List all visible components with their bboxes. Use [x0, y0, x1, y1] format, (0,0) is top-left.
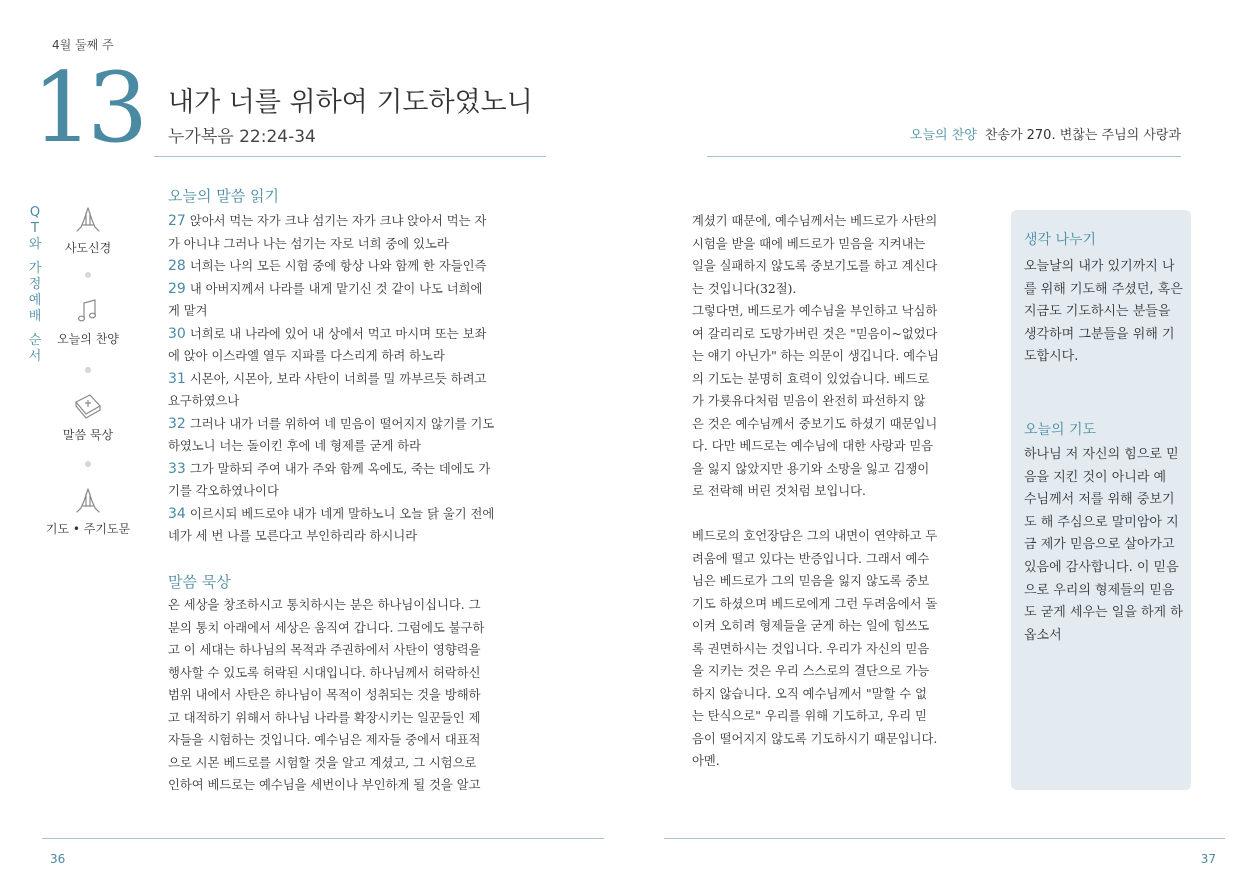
verse-number: 32 [168, 415, 186, 432]
text-line: 수님께서 저를 위해 중보기 [1024, 492, 1175, 508]
verse-line [168, 278, 548, 301]
text-line: 을 잃지 않았지만 용기와 소망을 잃고 김쟁이 [692, 461, 930, 476]
verse-line: 하였노니 너는 돌이킨 후에 네 형제를 굳게 하라 [168, 439, 422, 453]
header-divider-left [154, 156, 546, 157]
verse-text: 너희는 나의 모든 시험 중에 항상 나와 함께 한 자들인즉 [189, 259, 487, 273]
step-word-meditation [38, 392, 138, 443]
step-todays-hymn [38, 298, 138, 347]
text-line: 을 지키는 것은 우리 스스로의 결단으로 가능 [692, 664, 930, 678]
text-line: 님은 베드로가 그의 믿음을 잃지 않도록 중보 [692, 574, 930, 588]
step-separator-dot [85, 461, 91, 467]
text-line: 려움에 떨고 있다는 반증입니다. 그래서 예수 [692, 551, 930, 566]
meditation-continued-paragraph-2 [692, 525, 992, 773]
text-line: 인하여 베드로는 예수님을 세번이나 부인하게 될 것을 알고 [168, 778, 481, 792]
text-line: 도합시다. [1024, 349, 1079, 365]
verse-line: 가 아니냐 그러나 나는 섬기는 자로 너희 중에 있노라 [168, 236, 449, 251]
text-line: 기도 하셨으며 베드로에게 그런 두려움에서 돌 [692, 596, 938, 611]
verse-number: 29 [168, 280, 186, 297]
step-label: 기도 • 주기도문 [45, 522, 131, 536]
verse-line: 에 앉아 이스라엘 열두 지파를 다스리게 하려 하노라 [168, 349, 445, 363]
prayer-text [1024, 444, 1184, 647]
reflection-sidebar-box [1011, 210, 1191, 790]
verse-line: 게 맡겨 [168, 304, 208, 318]
text-line: 하나님 저 자신의 힘으로 믿 [1024, 447, 1179, 462]
verse-text: 앉아서 먹는 자가 크냐 섬기는 자가 크냐 앉아서 먹는 자 [189, 214, 487, 228]
text-line: 있음에 감사합니다. 이 믿음 [1024, 559, 1179, 575]
meditation-continued [692, 210, 992, 503]
step-separator-dot [85, 272, 91, 278]
verse-line [168, 503, 548, 526]
text-line: 온 세상을 창조하시고 통치하시는 분은 하나님이십니다. 그 [168, 598, 481, 612]
qt-order-char: 정 [28, 277, 42, 292]
text-line: 여 갈리리로 도망가버린 것은 "믿음이~없었다 [692, 326, 938, 341]
text-line: 행사할 수 있도록 허락된 시대입니다. 하나님께서 허락하신 [168, 665, 481, 680]
scripture-reference: 누가복음 22:24-34 [168, 127, 316, 147]
verse-text: 내 아버지께서 나라를 내게 맡기신 것 같이 나도 너희에 [189, 281, 483, 296]
verse-line [168, 210, 548, 233]
verse-line: 요구하였으나 [168, 394, 240, 408]
text-line: 도 굳게 세우는 일을 하게 하 [1024, 605, 1183, 621]
text-line: 로 전락해 버린 것처럼 보입니다. [692, 484, 866, 498]
text-line: 시험을 받을 때에 베드로가 믿음을 지켜내는 [692, 236, 926, 251]
text-line: 가 가룟유다처럼 믿음이 완전히 파선하지 않 [692, 394, 926, 408]
text-line: 그렇다면, 베드로가 예수님을 부인하고 낙심하 [692, 304, 938, 318]
hymn-label: 오늘의 찬양 [909, 128, 977, 143]
reading-heading: 오늘의 말씀 읽기 [168, 187, 279, 205]
verse-text: 시몬아, 시몬아, 보라 사탄이 너희를 밀 까부르듯 하려고 [189, 371, 487, 386]
text-line: 이켜 오히려 형제들을 굳게 하는 일에 힘쓰도 [692, 619, 930, 633]
text-line: 의 기도는 분명히 효력이 있었습니다. 베드로 [692, 371, 930, 386]
page-title: 내가 너를 위하여 기도하였노니 [168, 87, 533, 118]
text-line: 생각하며 그분들을 위해 기 [1024, 326, 1175, 342]
text-line: 다. 다만 베드로는 예수님에 대한 사랑과 믿음 [692, 439, 934, 453]
verse-line [168, 458, 548, 481]
verse-number: 27 [168, 213, 186, 229]
text-line: 으로 시몬 베드로를 시험할 것을 알고 계셨고, 그 시험으로 [168, 755, 477, 770]
hymn-title: 찬송가 270. 변찮는 주님의 사랑과 [984, 128, 1181, 143]
text-line: 아멘. [692, 754, 720, 768]
text-line: 고 이 세대는 하나님의 목적과 주권하에서 사탄이 영향력을 [168, 643, 481, 657]
verse-line [168, 413, 548, 436]
step-label: 말씀 묵상 [62, 428, 114, 442]
text-line: 는 얘기 아닌가" 하는 의문이 생깁니다. 예수님 [692, 349, 939, 363]
text-line: 으로 우리의 형제들의 믿음 [1024, 582, 1175, 598]
sharing-heading: 생각 나누기 [1024, 232, 1097, 248]
verse-number: 34 [168, 505, 186, 522]
header-divider-right [707, 156, 1181, 157]
praying-hands-icon [73, 486, 103, 514]
verse-line: 네가 세 번 나를 모른다고 부인하리라 하시니라 [168, 529, 418, 543]
page-number-left: 36 [50, 852, 66, 866]
text-line: 음을 지킨 것이 아니라 예 [1024, 469, 1167, 485]
prayer-heading: 오늘의 기도 [1024, 422, 1097, 438]
verse-line [168, 368, 548, 391]
todays-hymn [910, 124, 1181, 143]
text-line: 도 해 주심으로 말미암아 지 [1024, 514, 1179, 530]
qt-order-char: 서 [28, 349, 42, 364]
bible-book-icon [72, 392, 104, 420]
text-line: 를 위해 기도해 주셨던, 혹은 [1024, 281, 1183, 297]
step-label: 사도신경 [64, 241, 112, 255]
qt-order-char: T [31, 221, 39, 236]
text-line: 는 것입니다(32절). [692, 281, 797, 296]
scripture-verses [168, 210, 548, 548]
verse-text: 이르시되 베드로야 내가 네게 말하노니 오늘 닭 울기 전에 [189, 506, 495, 521]
qt-order-char: 예 [28, 293, 42, 308]
text-line: 자들을 시험하는 것입니다. 예수님은 제자들 중에서 대표적 [168, 733, 481, 747]
verse-number: 33 [168, 460, 186, 477]
footer-divider-left [42, 838, 604, 839]
text-line: 금 제가 믿음으로 살아가고 [1024, 537, 1175, 553]
verse-number: 28 [168, 258, 186, 274]
text-line: 오늘날의 내가 있기까지 나 [1024, 259, 1175, 274]
verse-number: 31 [168, 370, 186, 387]
day-number: 13 [32, 52, 143, 164]
verse-number: 30 [168, 325, 186, 342]
text-line: 베드로의 호언장담은 그의 내면이 연약하고 두 [692, 529, 938, 543]
verse-line [168, 323, 548, 346]
text-line: 록 권면하시는 것입니다. 우리가 자신의 믿음 [692, 641, 930, 656]
step-apostles-creed [38, 205, 138, 256]
footer-divider-right [664, 838, 1225, 839]
week-label: 4월 둘째 주 [52, 38, 114, 52]
qt-order-char: Q [29, 205, 41, 220]
music-note-icon [73, 298, 103, 324]
verse-text: 그러나 내가 너를 위하여 네 믿음이 떨어지지 않기를 기도 [189, 416, 495, 431]
text-line: 일을 실패하지 않도록 중보기도를 하고 계신다 [692, 259, 938, 273]
text-line: 는 탄식으로" 우리를 위해 기도하고, 우리 믿 [692, 709, 927, 723]
praying-hands-icon [73, 205, 103, 233]
text-line: 은 것은 예수님께서 중보기도 하셨기 때문입니 [692, 416, 938, 431]
text-line: 하지 않습니다. 오직 예수님께서 "말할 수 없 [692, 686, 927, 701]
text-line: 지금도 기도하시는 분들을 [1024, 304, 1171, 320]
step-separator-dot [85, 367, 91, 373]
verse-line [168, 255, 548, 278]
qt-order-char: 가 [28, 261, 42, 276]
meditation-text [168, 594, 548, 797]
text-line: 계셨기 때문에, 예수님께서는 베드로가 사탄의 [692, 214, 938, 228]
step-prayer [38, 486, 138, 537]
text-line: 고 대적하기 위해서 하나님 나라를 확장시키는 일꾼들인 제 [168, 710, 481, 725]
step-label: 오늘의 찬양 [57, 332, 119, 346]
sharing-text [1024, 256, 1184, 369]
verse-text: 그가 말하되 주여 내가 주와 함께 옥에도, 죽는 데에도 가 [189, 461, 491, 476]
qt-order-char: 와 [28, 237, 42, 252]
qt-order-char: 순 [28, 333, 42, 348]
meditation-heading: 말씀 묵상 [168, 573, 231, 591]
verse-line: 기를 각오하였나이다 [168, 484, 279, 498]
verse-text: 너희로 내 나라에 있어 내 상에서 먹고 마시며 또는 보좌 [189, 326, 487, 341]
qt-order-char: 배 [28, 309, 42, 324]
text-line: 음이 떨어지지 않도록 기도하시기 때문입니다. [692, 731, 938, 746]
text-line: 분의 통치 아래에서 세상은 움직여 갑니다. 그럼에도 불구하 [168, 620, 485, 635]
text-line: 범위 내에서 사탄은 하나님이 목적이 성취되는 것을 방해하 [168, 688, 481, 702]
text-line: 옵소서 [1024, 627, 1062, 643]
page-number-right: 37 [1200, 852, 1216, 866]
